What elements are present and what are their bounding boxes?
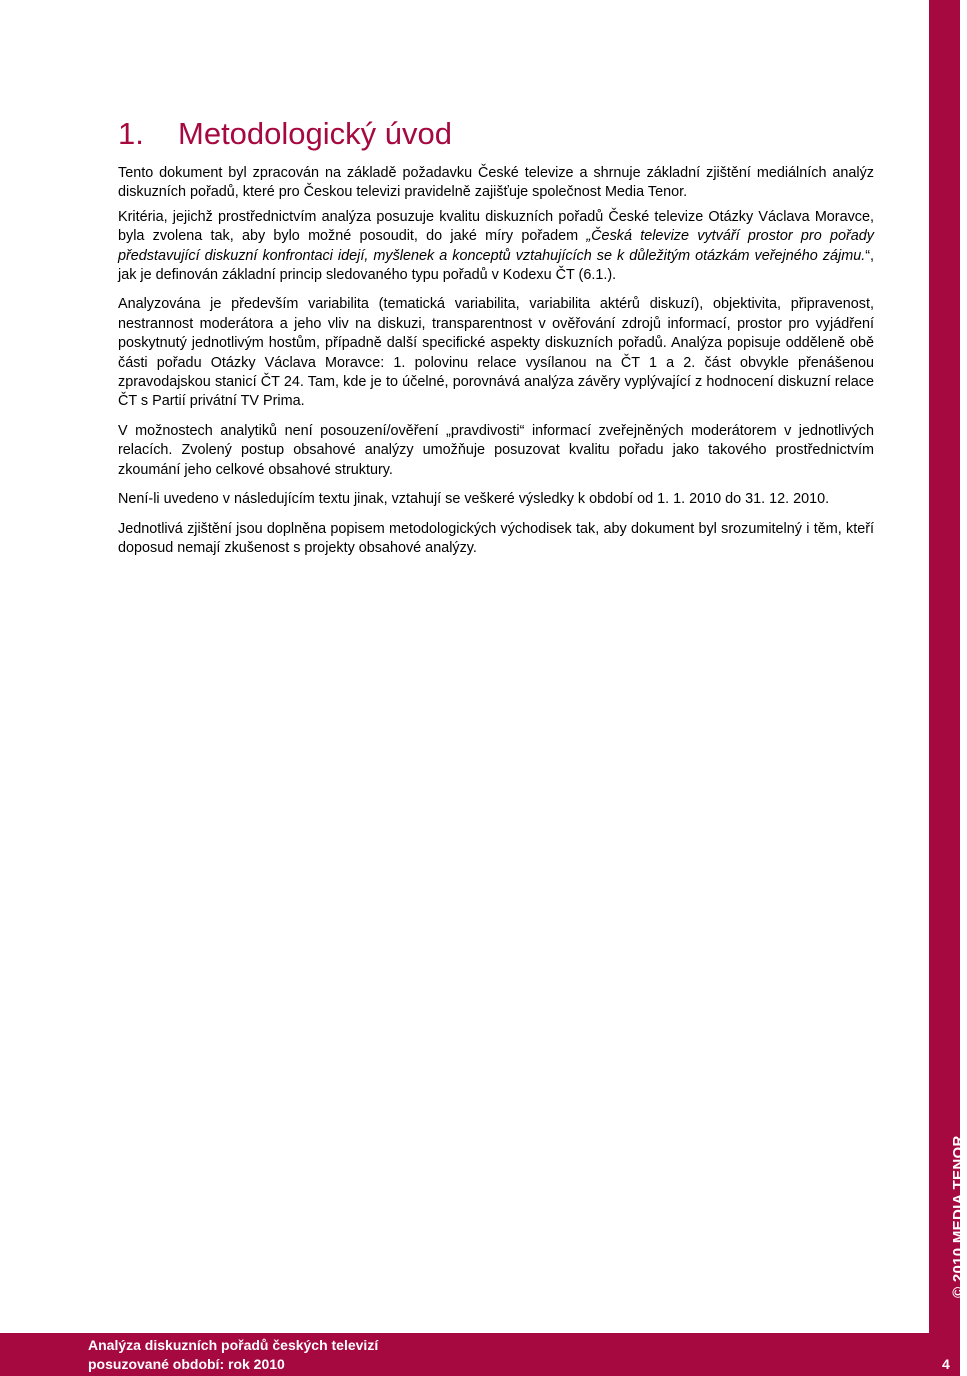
footer-period: posuzované období: rok 2010: [88, 1356, 285, 1372]
paragraph-methodology: Jednotlivá zjištění jsou doplněna popisem metodologických východisek tak, aby dokument byl srozumitelný i těm, kteří doposud nemají zkušenost s projekty obsahové analýzy.: [118, 520, 874, 556]
footer-title: Analýza diskuzních pořadů českých televizí: [88, 1337, 379, 1353]
paragraph-period: Není-li uvedeno v následujícím textu jinak, vztahují se veškeré výsledky k období od 1. 1. 2010 do 31. 12. 2010.: [118, 491, 830, 508]
paragraph-limits: V možnostech analytiků není posouzení/ověření „pravdivosti“ informací zveřejněných moderátorem v jednotlivých relacích. Zvolený postup obsahové analýzy umožňuje posuzovat kvalitu pořadu jako takového prostřednictvím zkoumání jeho celkové obsahové struktury.: [118, 422, 874, 478]
paragraph-analysis: Analyzována je především variabilita (tematická variabilita, variabilita aktérů diskuzí), objektivita, připravenost, nestrannost moderátora a jeho vliv na diskuzi, transparentnost v ověřování zdrojů informací, prostor pro vyjádření poskytnutý jednotlivým hostům, případně další specifické aspekty diskuzních pořadů. Analýza popisuje odděleně obě části pořadu Otázky Václava Moravce: 1. polovinu relace vysílanou na ČT 1 a 2. část obvykle přenášenou zpravodajskou stanicí ČT 24. Tam, kde je to účelné, porovnává analýza závěry vyplývající z hodnocení diskuzní relace ČT s Partií privátní TV Prima.: [118, 296, 874, 410]
copyright-text: © 2010 MEDIA TENOR: [950, 1135, 967, 1298]
section-number: 1.: [118, 116, 144, 151]
paragraph-criteria: [118, 208, 874, 286]
document-body: [118, 164, 874, 568]
criteria-quote: „Česká televize vytváří prostor pro pořady představující diskuzní konfrontaci idejí, myšlenek a konceptů vztahujících se k důležitým otázkám veřejného zájmu.: [118, 228, 874, 264]
criteria-text-end: “, jak je definován základní princip sledovaného typu pořadů v Kodexu ČT (6.1.).: [118, 247, 874, 284]
criteria-text-start: Kritéria, jejichž prostřednictvím analýza posuzuje kvalitu diskuzních pořadů České televize Otázky Václava Moravce, byla zvolena tak, aby bylo možné posoudit, do jaké míry pořadem: [118, 208, 874, 245]
section-heading: [118, 116, 452, 152]
page-number: 4: [942, 1356, 950, 1372]
paragraph-intro: Tento dokument byl zpracován na základě požadavku České televize a shrnuje základní zjištění mediálních analýz diskuzních pořadů, které pro Českou televizi pravidelně zajišťuje společnost Media Tenor.: [118, 165, 874, 201]
section-title: Metodologický úvod: [178, 116, 452, 151]
